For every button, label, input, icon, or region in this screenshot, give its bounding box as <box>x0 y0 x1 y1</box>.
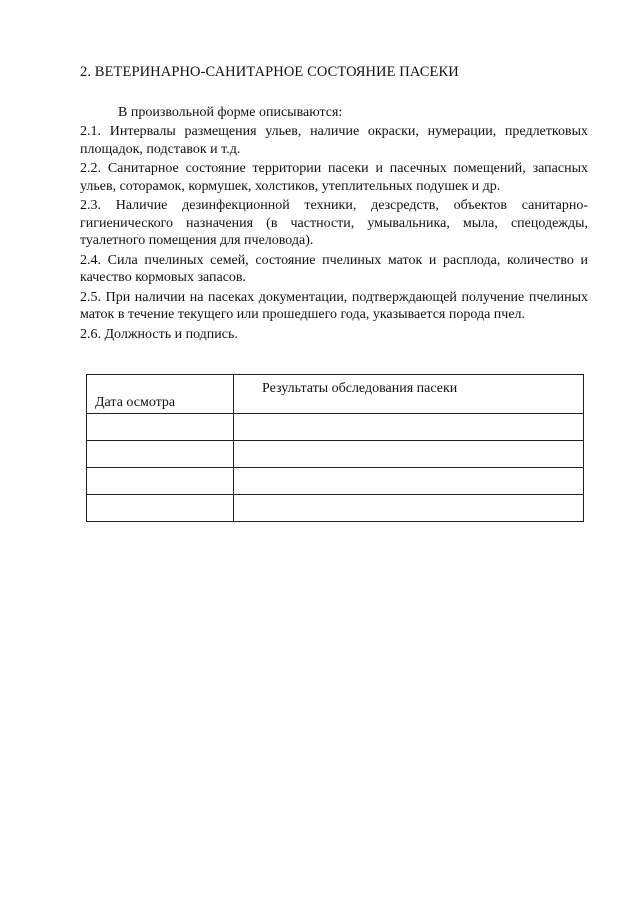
table-row <box>87 414 584 441</box>
section-title: 2. ВЕТЕРИНАРНО-САНИТАРНОЕ СОСТОЯНИЕ ПАСЕКИ <box>80 64 459 80</box>
table-cell-results <box>234 441 584 468</box>
list-item-2-5: 2.5. При наличии на пасеках документации, подтверждающей получение пчелиных маток в течение текущего или прошедшего года, указывается порода пчел. <box>80 289 588 322</box>
table-cell-date <box>87 495 234 522</box>
list-item-2-1: 2.1. Интервалы размещения ульев, наличие окраски, нумерации, предлетковых площадок, подставок и т.д. <box>80 124 588 157</box>
table-cell-results <box>234 495 584 522</box>
list-item-2-4: 2.4. Сила пчелиных семей, состояние пчелиных маток и расплода, количество и качество кормовых запасов. <box>80 252 588 285</box>
table-header-row <box>87 375 584 414</box>
table-row <box>87 441 584 468</box>
intro-text: В произвольной форме описываются: <box>118 104 343 120</box>
header-inspection-results: Результаты обследования пасеки <box>234 375 584 414</box>
list-item-2-6: 2.6. Должность и подпись. <box>80 326 238 342</box>
table-cell-date <box>87 468 234 495</box>
list-item-2-2: 2.2. Санитарное состояние территории пасеки и пасечных помещений, запасных ульев, соторамок, кормушек, холстиков, утеплительных подушек и др. <box>80 161 588 194</box>
table-cell-date <box>87 414 234 441</box>
table-row <box>87 495 584 522</box>
table-row <box>87 468 584 495</box>
list-item-2-3: 2.3. Наличие дезинфекционной техники, дезсредств, объектов санитарно-гигиенического назначения (в частности, умывальника, мыла, спецодежды, туалетного помещения для пчеловода). <box>80 198 588 248</box>
inspection-table <box>86 374 584 522</box>
document-body <box>80 64 588 345</box>
header-inspection-date: Дата осмотра <box>87 375 234 414</box>
table-cell-results <box>234 414 584 441</box>
table-cell-results <box>234 468 584 495</box>
table-cell-date <box>87 441 234 468</box>
